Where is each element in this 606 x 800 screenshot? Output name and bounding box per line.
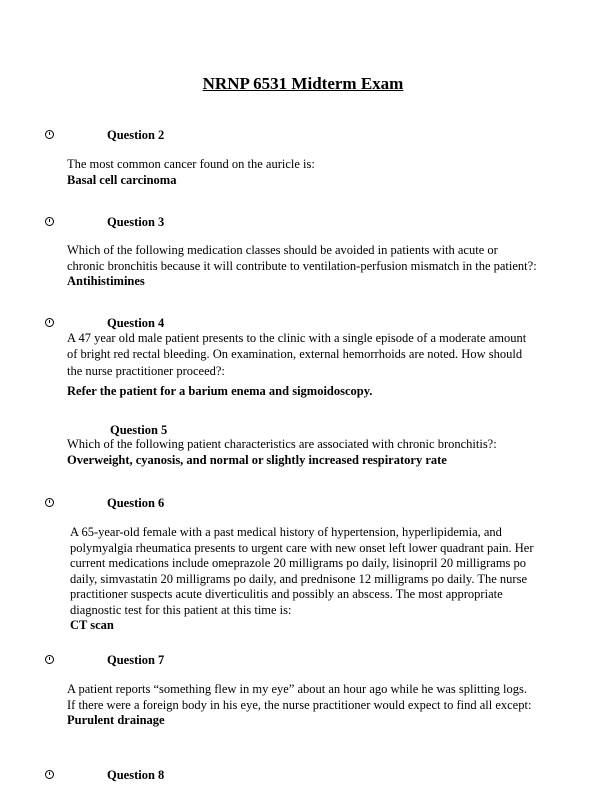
question-body (67, 243, 537, 290)
question-label: Question 6 (107, 496, 165, 510)
question-body (70, 525, 540, 634)
question-text: A 65-year-old female with a past medical history of hypertension, hyperlipidemia, and polymyalgia rheumatica presents to urgent care with new onset left lower quadrant pain. Her current medications include omeprazole 20 milligrams po daily, lisinopril 20 milligrams po daily, simvastatin 20 milligrams po daily, and prednisone 12 milligrams po daily. The nurse practitioner suspects acute diverticulitis and possibly an abscess. The most appropriate diagnostic test for this patient at this time is: (70, 525, 534, 617)
clock-icon (45, 130, 54, 139)
question-text: Which of the following medication classes should be avoided in patients with acute or chronic bronchitis because it will contribute to ventilation-perfusion mismatch in the patient?: (67, 243, 537, 273)
page-title: NRNP 6531 Midterm Exam (202, 74, 404, 93)
question-body (67, 330, 537, 399)
question-body (67, 157, 537, 188)
question-text: A patient reports “something flew in my eye” about an hour ago while he was splitting logs. If there were a foreign body in his eye, the nurse practitioner would expect to find all except: (67, 682, 532, 712)
answer-text: CT scan (70, 618, 114, 632)
question-text: A 47 year old male patient presents to the clinic with a single episode of a moderate amount of bright red rectal bleeding. On examination, external hemorrhoids are noted. How should the nurse practitioner proceed?: (67, 331, 527, 378)
answer-text: Overweight, cyanosis, and normal or slightly increased respiratory rate (67, 452, 447, 467)
answer-text: Antihistimines (67, 274, 145, 288)
question-label: Question 5 (110, 423, 168, 437)
question-text: Which of the following patient characteristics are associated with chronic bronchitis?: (67, 437, 497, 451)
clock-icon (45, 217, 54, 226)
question-text: The most common cancer found on the auricle is: (67, 157, 315, 171)
clock-icon (45, 498, 54, 507)
question-label: Question 2 (107, 128, 165, 142)
answer-text: Basal cell carcinoma (67, 172, 177, 187)
clock-icon (45, 770, 54, 779)
answer-text: Refer the patient for a barium enema and sigmoidoscopy. (67, 383, 373, 398)
question-label: Question 8 (107, 768, 165, 782)
question-body (67, 682, 537, 729)
question-label: Question 7 (107, 653, 165, 667)
clock-icon (45, 318, 54, 327)
question-label: Question 4 (107, 316, 165, 330)
question-label: Question 3 (107, 215, 165, 229)
answer-text: Purulent drainage (67, 713, 165, 727)
question-body (67, 437, 537, 468)
clock-icon (45, 655, 54, 664)
